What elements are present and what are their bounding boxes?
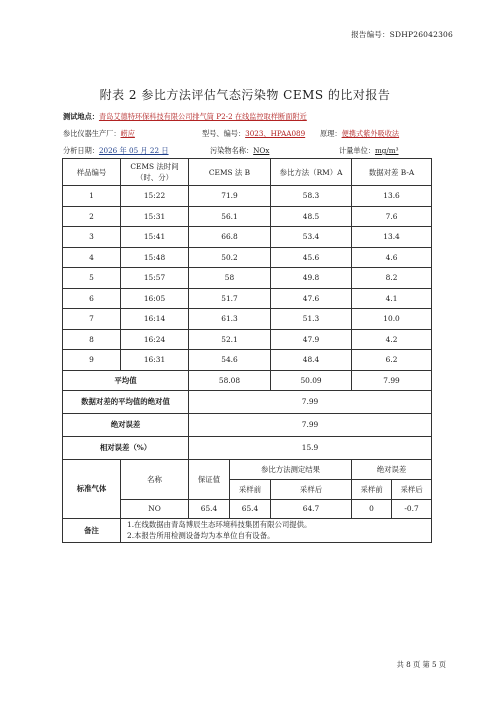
abs-error-row: [63, 413, 432, 436]
cell-cems-b: 71.9: [189, 186, 271, 207]
cell-ref-a: 45.6: [271, 247, 352, 268]
cell-time: 15:31: [121, 206, 189, 227]
test-location-value: 青岛艾德特环保科技有限公司排气筒 P2-2 在线监控取样断面附近: [98, 112, 307, 121]
model-value: 3023、HPAA089: [245, 129, 306, 138]
cell-diff: 13.4: [352, 227, 432, 248]
pollutant-value: NOx: [253, 146, 270, 155]
cell-sample-no: 6: [63, 288, 121, 309]
cell-sample-no: 3: [63, 227, 121, 248]
table-row: [63, 309, 432, 330]
notes-label: 备注: [63, 518, 121, 542]
cell-time: 16:05: [121, 288, 189, 309]
cell-diff: 10.0: [352, 309, 432, 330]
notes-content: [121, 518, 432, 542]
cell-cems-b: 52.1: [189, 329, 271, 350]
cell-sample-no: 2: [63, 206, 121, 227]
cell-ref-a: 47.9: [271, 329, 352, 350]
header-ref-a: 参比方法（RM）A: [271, 159, 352, 186]
table-row: [63, 329, 432, 350]
header-diff: 数据对差 B-A: [352, 159, 432, 186]
cell-ref-a: 48.5: [271, 206, 352, 227]
err-after-header: 采样后: [392, 479, 432, 499]
rel-error-value: 15.9: [189, 436, 432, 459]
cell-ref-a: 48.4: [271, 350, 352, 371]
table-row: [63, 186, 432, 207]
cell-diff: 6.2: [352, 350, 432, 371]
rel-error-label: 相对误差（%）: [63, 436, 189, 459]
cell-sample-no: 7: [63, 309, 121, 330]
cell-sample-no: 8: [63, 329, 121, 350]
table-row: [63, 268, 432, 289]
notes-row: [63, 518, 432, 542]
std-gas-abs-group: 绝对误差: [352, 459, 432, 479]
cell-time: 15:22: [121, 186, 189, 207]
cell-sample-no: 5: [63, 268, 121, 289]
pollutant-label: 污染物名称：: [210, 146, 254, 155]
cell-time: 15:41: [121, 227, 189, 248]
principle-label: 原理：: [320, 129, 342, 138]
cell-ref-a: 53.4: [271, 227, 352, 248]
std-gas-cert: 65.4: [189, 499, 230, 518]
date-label: 分析日期：: [63, 146, 99, 155]
std-gas-ref-after: 64.7: [271, 499, 352, 518]
note-line-1: 1.在线数据由青岛博辰生态环境科技集团有限公司提供。: [127, 520, 312, 529]
err-before-header: 采样前: [352, 479, 392, 499]
table-row: [63, 227, 432, 248]
std-gas-name: NO: [121, 499, 189, 518]
cell-sample-no: 9: [63, 350, 121, 371]
abs-mean-diff-row: [63, 390, 432, 413]
table-row: [63, 288, 432, 309]
abs-error-label: 绝对误差: [63, 413, 189, 436]
cell-cems-b: 66.8: [189, 227, 271, 248]
ref-before-header: 采样前: [230, 479, 271, 499]
page-counter: 共 8 页 第 5 页: [396, 660, 446, 669]
cell-time: 16:24: [121, 329, 189, 350]
page-title: 附表 2 参比方法评估气态污染物 CEMS 的比对报告: [99, 88, 391, 102]
maker-label: 参比仪器生产厂：: [63, 129, 121, 138]
cell-diff: 4.2: [352, 329, 432, 350]
cell-ref-a: 49.8: [271, 268, 352, 289]
cell-cems-b: 58: [189, 268, 271, 289]
cell-ref-a: 47.6: [271, 288, 352, 309]
std-gas-ref-before: 65.4: [230, 499, 271, 518]
header-sample-no: 样品编号: [63, 159, 121, 186]
test-location-line: [63, 112, 307, 122]
cell-sample-no: 1: [63, 186, 121, 207]
ref-after-header: 采样后: [271, 479, 352, 499]
note-line-2: 2.本报告所用检测设备均为本单位自有设备。: [127, 531, 275, 540]
cell-cems-b: 50.2: [189, 247, 271, 268]
cell-ref-a: 51.3: [271, 309, 352, 330]
table-row: [63, 350, 432, 371]
cell-cems-b: 51.7: [189, 288, 271, 309]
analysis-line: [63, 146, 433, 156]
cell-sample-no: 4: [63, 247, 121, 268]
cell-diff: 7.6: [352, 206, 432, 227]
cell-time: 15:57: [121, 268, 189, 289]
cell-cems-b: 56.1: [189, 206, 271, 227]
cell-time: 16:14: [121, 309, 189, 330]
average-row: [63, 370, 432, 390]
table-row: [63, 206, 432, 227]
cell-cems-b: 54.6: [189, 350, 271, 371]
average-cems-b: 58.08: [189, 370, 271, 390]
cell-diff: 8.2: [352, 268, 432, 289]
std-gas-name-header: 名称: [121, 459, 189, 499]
std-gas-cert-header: 保证值: [189, 459, 230, 499]
std-gas-err-before: 0: [352, 499, 392, 518]
cell-time: 16:31: [121, 350, 189, 371]
average-label: 平均值: [63, 370, 189, 390]
abs-mean-diff-label: 数据对差的平均值的绝对值: [63, 390, 189, 413]
std-gas-err-after: -0.7: [392, 499, 432, 518]
average-ref-a: 50.09: [271, 370, 352, 390]
cell-ref-a: 58.3: [271, 186, 352, 207]
table-row: [63, 247, 432, 268]
report-number: 报告编号：SDHP26042306: [351, 30, 453, 39]
std-gas-ref-group: 参比方法测定结果: [230, 459, 352, 479]
abs-error-value: 7.99: [189, 413, 432, 436]
unit-value: mg/m³: [374, 146, 399, 155]
std-gas-label: 标准气体: [63, 459, 121, 518]
instrument-line: [63, 129, 433, 139]
test-location-label: 测试地点：: [63, 112, 99, 121]
date-value: 2026 年 05 月 22 日: [98, 146, 169, 155]
header-cems-time: CEMS 法时间（时、分）: [121, 159, 189, 186]
cell-time: 15:48: [121, 247, 189, 268]
average-diff: 7.99: [352, 370, 432, 390]
cell-diff: 13.6: [352, 186, 432, 207]
model-label: 型号、编号：: [202, 129, 246, 138]
cell-diff: 4.1: [352, 288, 432, 309]
principle-value: 便携式紫外吸收法: [341, 129, 400, 138]
unit-label: 计量单位：: [339, 146, 375, 155]
header-cems-b: CEMS 法 B: [189, 159, 271, 186]
cell-diff: 4.6: [352, 247, 432, 268]
comparison-table: [62, 158, 432, 543]
cell-cems-b: 61.3: [189, 309, 271, 330]
abs-mean-diff-value: 7.99: [189, 390, 432, 413]
rel-error-row: [63, 436, 432, 459]
maker-value: 崂应: [120, 129, 135, 138]
